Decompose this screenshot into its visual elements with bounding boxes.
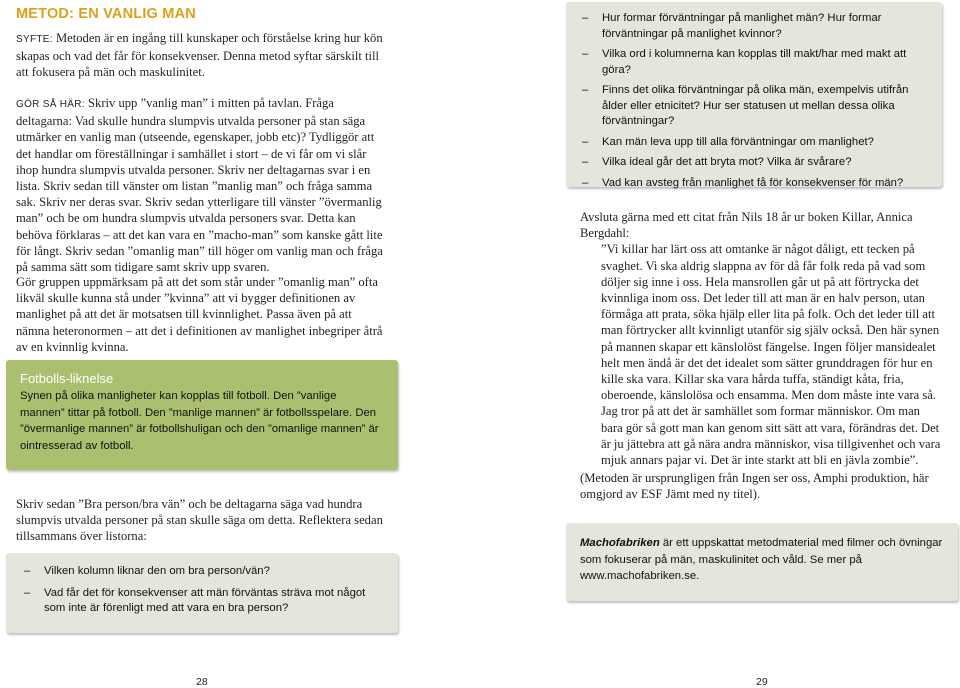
list-item (22, 564, 382, 580)
question-text: Vilka ideal går det att bryta mot? Vilka är svårare? (602, 156, 852, 168)
skriv-sedan-paragraph: Skriv sedan ”Bra person/bra vän” och be deltagarna säga vad hundra slumpvis utvalda personer på stan skulle säga om detta. Reflektera sedan tillsammans över listorna: (16, 497, 383, 544)
fotbolls-liknelse-box (6, 360, 398, 470)
method-title: METOD: EN VANLIG MAN (16, 6, 196, 22)
dash-icon: – (24, 565, 31, 577)
page-number-right: 29 (756, 676, 768, 688)
reflection-question-list (22, 564, 382, 623)
question-text: Hur formar förväntningar på manlighet män? Hur formar förväntningar på manlighet kvinnor? (602, 12, 882, 40)
list-item (22, 586, 382, 617)
list-item (580, 176, 930, 192)
syfte-paragraph (16, 30, 384, 81)
fotbolls-title: Fotbolls-liknelse (20, 371, 114, 386)
machofabriken-box (566, 523, 958, 601)
avsluta-section (580, 209, 942, 468)
avsluta-intro: Avsluta gärna med ett citat från Nils 18 år ur boken Killar, Annica Bergdahl: (580, 210, 913, 241)
dash-icon: – (24, 586, 31, 599)
fotbolls-body: Synen på olika manligheter kan kopplas till fotboll. Den ”vanlige mannen” tittar på fotboll. Den ”manlige mannen” är fotbollsspelare. Den ”övermanlige mannen” är fotbollshuligan och den ”omanlige mannen” är ointresserad av fotboll. (20, 390, 379, 452)
reflection-question-list (580, 11, 930, 196)
machofabriken-text (580, 535, 944, 585)
gruppen-paragraph: Gör gruppen uppmärksam på att det som står under ”omanlig man” ofta likväl skulle kunna stå under ”kvinna” att vi bygger definitionen av manlighet på att det är motsatsen till kvinnlighet. Passa även på att nämna heteronormen – att det i definitionen av manlighet inbegriper åtrå av en kvinnlig kvinna. (16, 275, 383, 354)
machofabriken-description: är ett uppskattat metodmaterial med filmer och övningar som fokuserar på män, maskulinitet och våld. Se mer på www.machofabriken.se. (580, 537, 943, 582)
list-item (580, 135, 930, 151)
list-item (580, 83, 930, 130)
question-text: Kan män leva upp till alla förväntningar om manlighet? (602, 135, 874, 148)
syfte-label: SYFTE: (16, 34, 53, 45)
list-item (580, 155, 930, 171)
question-text: Finns det olika förväntningar på olika män, exempelvis utifrån ålder eller etnicitet? Hur ser statusen ut mellan dessa olika förväntningar? (602, 84, 909, 127)
question-text: Vad får det för konsekvenser att män förväntas sträva mot något som inte är förenligt med att vara en bra person? (44, 586, 366, 614)
question-text: Vilken kolumn liknar den om bra person/vän? (44, 565, 270, 577)
gor-sa-har-label: GÖR SÅ HÄR: (16, 99, 85, 110)
gor-sa-har-paragraph (16, 95, 384, 275)
dash-icon: – (582, 12, 589, 24)
gor-sa-har-text: Skriv upp ”vanlig man” i mitten på tavlan. Fråga deltagarna: Vad skulle hundra slumpvis utvalda personer på stan säga utmärker en vanlig man (utseende, egenskaper, jobb etc)? Tydliggör att det handlar om föreställningar i samhället i stort – de vi får om vi slår ihop hundra slumpvis utvalda personer. Skriv ner deltagarnas svar i en lista. Skriv sedan till vänster om listan ”manlig man” och fråga samma sak. Skriv ner deras svar. Skriv sedan ytterligare till vänster ”övermanlig man” och be om hundra slumpvis utvalda personers svar. Detta kan behöva förklaras – att det kan vara en ”macho-man” som kanske gått lite för långt. Skriv sedan ”omanlig man” till höger om vanlig man och fråga på samma sätt som tidigare samt skriv upp svaren. (16, 96, 383, 275)
dash-icon: – (582, 135, 589, 148)
reflection-list-box-left (6, 553, 398, 633)
dash-icon: – (582, 156, 589, 168)
syfte-text: Metoden är en ingång till kunskaper och förståelse kring hur kön skapas och vad det får för konsekvenser. Denna metod syftar särskilt till att fokusera på män och maskulinitet. (16, 31, 383, 80)
question-text: Vilka ord i kolumnerna kan kopplas till makt/har med makt att göra? (602, 48, 907, 76)
metoden-source-note: (Metoden är ursprungligen från Ingen ser oss, Amphi produktion, här omgjord av ESF Jämt med ny titel). (580, 471, 929, 502)
reflection-list-box-right (566, 2, 942, 187)
nils-quote: ”Vi killar har lärt oss att omtanke är något dåligt, ett tecken på svaghet. Vi ska aldrig slappna av för då får folk reda på vad som döljer sig inne i oss. Hela mansrollen går ut på att förtrycka det kvinnliga inom oss. Det leder till att man är en halv person, utan förmåga att prata, söka hjälp eller lita på folk. Och det leder till att man förtrycker allt kvinnligt utanför sig själv också. Den här synen på mannen skapar ett känslolöst fängelse. Ingen följer mansidealet helt men ändå är det det idealet som sätter grunddragen för hur en kille ska vara. Killar ska vara hårda tuffa, ständigt kåta, fria, oberoende, känslolösa och ensamma. Men dom måste inte vara så. Jag tror på att det är samhället som formar människor. Om man bara gör så gott man kan genom sitt sätt att vara, förändras det. Det är ju jättebra att gå nära andra människor, visa tillgivenhet och vara mjuk annars pajar vi. Det är inte starkt att bli en jävla zombie”. (601, 242, 941, 468)
dash-icon: – (582, 84, 589, 96)
list-item (580, 47, 930, 78)
list-item (580, 11, 930, 42)
page-number-left: 28 (196, 676, 208, 688)
dash-icon: – (582, 48, 589, 60)
dash-icon: – (582, 176, 589, 189)
machofabriken-brand: Machofabriken (580, 537, 660, 549)
question-text: Vad kan avsteg från manlighet få för konsekvenser för män? (602, 176, 904, 189)
